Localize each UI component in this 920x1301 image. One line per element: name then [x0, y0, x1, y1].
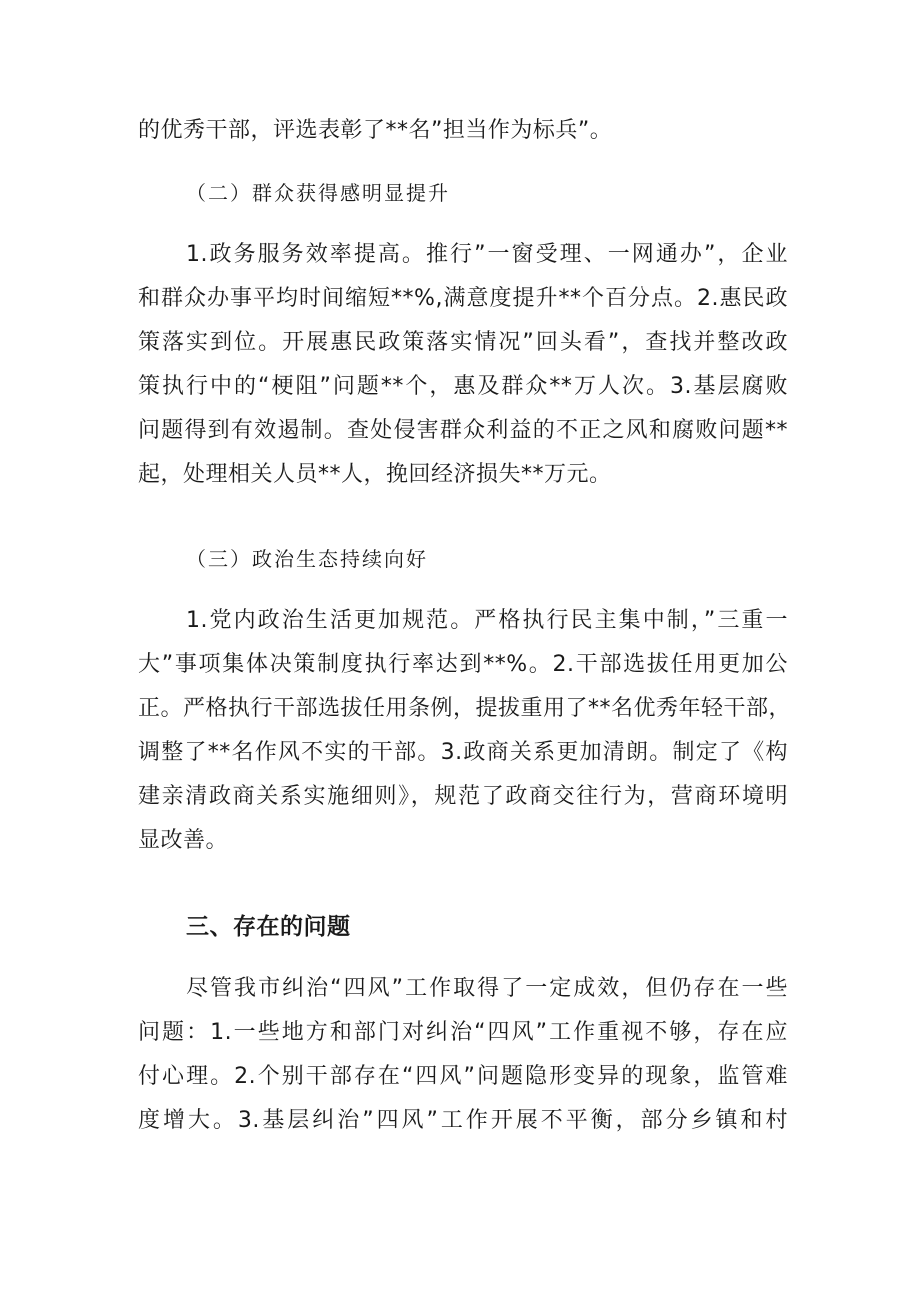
section-three-heading: 三、存在的问题: [186, 914, 351, 940]
body-line: 问题得到有效遏制。查处侵害群众利益的不正之风和腐败问题**: [138, 418, 788, 443]
body-line: 大”事项集体决策制度执行率达到**%。2.干部选拔任用更加公: [138, 652, 788, 677]
body-line: 度增大。3.基层纠治”四风”工作开展不平衡，部分乡镇和村: [138, 1108, 788, 1133]
body-line: 尽管我市纠治“四风”工作取得了一定成效，但仍存在一些: [186, 976, 788, 1001]
body-line: 付心理。2.个别干部存在“四风”问题隐形变异的现象，监管难: [138, 1064, 788, 1089]
body-line: 策执行中的“梗阻”问题**个，惠及群众**万人次。3.基层腐败: [138, 374, 788, 399]
body-line: 起，处理相关人员**人，挽回经济损失**万元。: [138, 462, 612, 487]
subsection-three-heading: （三）政治生态持续向好: [186, 547, 428, 571]
opening-line: 的优秀干部，评选表彰了**名”担当作为标兵”。: [138, 118, 613, 143]
body-line: 调整了**名作风不实的干部。3.政商关系更加清朗。制定了《构: [138, 740, 788, 765]
body-line: 和群众办事平均时间缩短**%,满意度提升**个百分点。2.惠民政: [138, 286, 788, 311]
body-line: 策落实到位。开展惠民政策落实情况”回头看”，查找并整改政: [138, 330, 788, 355]
body-line: 1.政务服务效率提高。推行”一窗受理、一网通办”，企业: [186, 242, 788, 267]
body-line: 正。严格执行干部选拔任用条例，提拔重用了**名优秀年轻干部，: [138, 696, 792, 721]
subsection-two-heading: （二）群众获得感明显提升: [186, 181, 450, 205]
body-line: 建亲清政商关系实施细则》，规范了政商交往行为，营商环境明: [138, 784, 788, 809]
body-line: 显改善。: [138, 828, 229, 853]
body-line: 1.党内政治生活更加规范。严格执行民主集中制，”三重一: [186, 608, 788, 633]
body-line: 问题：1.一些地方和部门对纠治“四风”工作重视不够，存在应: [138, 1020, 788, 1045]
